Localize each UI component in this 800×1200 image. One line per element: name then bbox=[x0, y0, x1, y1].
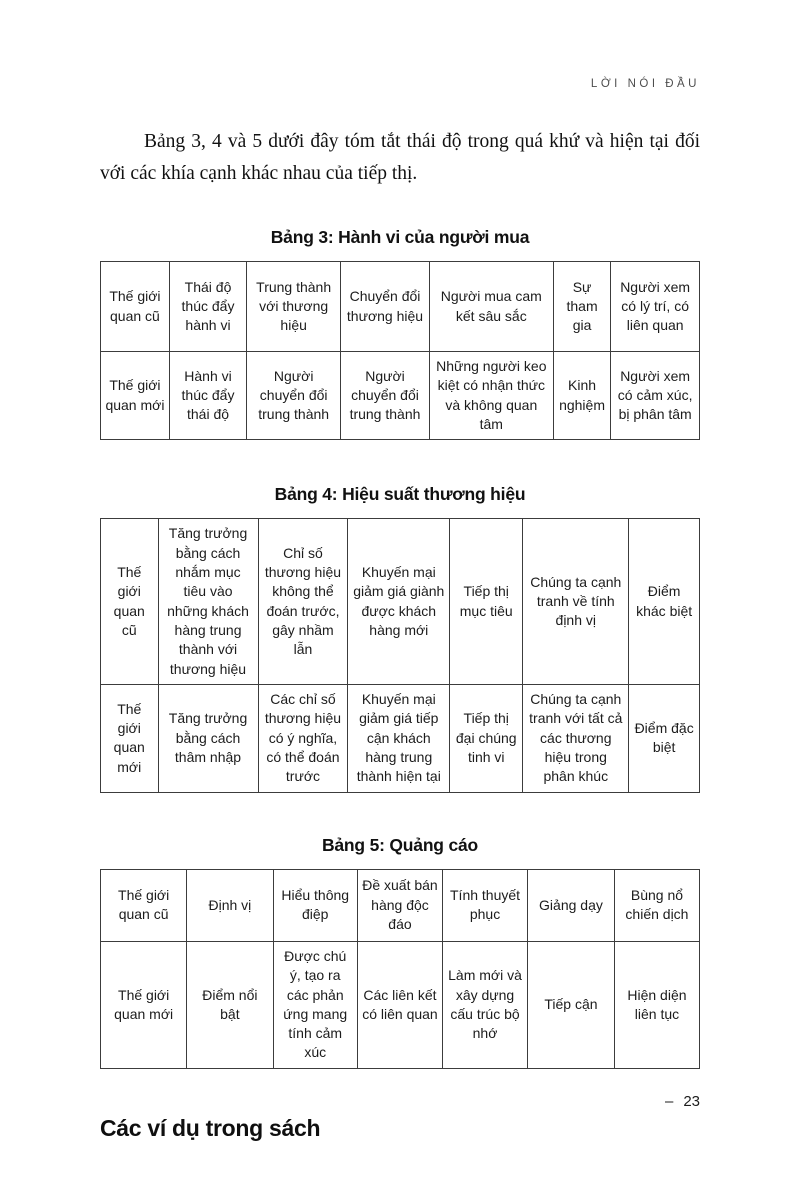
table-cell: Khuyến mại giảm giá tiếp cận khách hàng trung thành hiện tại bbox=[348, 684, 450, 792]
table-cell: Hiểu thông điệp bbox=[273, 869, 357, 941]
page-number: 23 bbox=[683, 1093, 700, 1110]
table-bang-4-brand-performance bbox=[100, 518, 700, 793]
table-cell: Được chú ý, tạo ra các phản ứng mang tính cảm xúc bbox=[273, 941, 357, 1068]
table-cell: Tăng trưởng bằng cách nhắm mục tiêu vào những khách hàng trung thành với thương hiệu bbox=[158, 519, 258, 685]
table-cell: Điểm đặc biệt bbox=[629, 684, 700, 792]
table-cell: Người chuyển đổi trung thành bbox=[247, 352, 341, 440]
table-cell: Tăng trưởng bằng cách thâm nhập bbox=[158, 684, 258, 792]
table-cell: Thế giới quan cũ bbox=[101, 262, 170, 352]
table-row bbox=[101, 519, 700, 685]
table-cell: Đề xuất bán hàng độc đáo bbox=[357, 869, 442, 941]
table-cell: Tính thuyết phục bbox=[443, 869, 528, 941]
table-bang-3-buyer-behavior bbox=[100, 261, 700, 440]
table-cell: Người mua cam kết sâu sắc bbox=[429, 262, 553, 352]
table-cell: Chúng ta cạnh tranh với tất cả các thương hiệu trong phân khúc bbox=[523, 684, 629, 792]
table-cell: Người chuyển đổi trung thành bbox=[341, 352, 430, 440]
table-cell: Giảng dạy bbox=[528, 869, 615, 941]
table-cell: Thế giới quan cũ bbox=[101, 869, 187, 941]
table-cell: Sự tham gia bbox=[553, 262, 611, 352]
table-cell: Điểm khác biệt bbox=[629, 519, 700, 685]
table-cell: Chuyển đổi thương hiệu bbox=[341, 262, 430, 352]
table-cell: Thế giới quan mới bbox=[101, 684, 159, 792]
table-bang-5-advertising bbox=[100, 869, 700, 1069]
table-row bbox=[101, 262, 700, 352]
table-row bbox=[101, 352, 700, 440]
table-row bbox=[101, 869, 700, 941]
table-cell: Các liên kết có liên quan bbox=[357, 941, 442, 1068]
table-row bbox=[101, 684, 700, 792]
table-cell: Hành vi thúc đẩy thái độ bbox=[169, 352, 246, 440]
section-heading: Các ví dụ trong sách bbox=[100, 1114, 321, 1141]
table-cell: Thế giới quan mới bbox=[101, 941, 187, 1068]
table-5-title: Bảng 5: Quảng cáo bbox=[321, 834, 479, 855]
table-cell: Kinh nghiệm bbox=[553, 352, 611, 440]
running-header: LỜI NÓI ĐẦU bbox=[590, 78, 700, 90]
table-cell: Tiếp cận bbox=[528, 941, 615, 1068]
table-cell: Người xem có cảm xúc, bị phân tâm bbox=[611, 352, 700, 440]
table-row bbox=[101, 941, 700, 1068]
table-cell: Tiếp thị mục tiêu bbox=[450, 519, 523, 685]
table-cell: Chỉ số thương hiệu không thể đoán trước, gây nhầm lẫn bbox=[258, 519, 348, 685]
table-4-title: Bảng 4: Hiệu suất thương hiệu bbox=[274, 484, 526, 505]
intro-paragraph: Bảng 3, 4 và 5 dưới đây tóm tắt thái độ trong quá khứ và hiện tại đối với các khía cạnh khác nhau của tiếp thị. bbox=[100, 131, 700, 184]
table-cell: Bùng nổ chiến dịch bbox=[614, 869, 699, 941]
table-cell: Người xem có lý trí, có liên quan bbox=[611, 262, 700, 352]
table-cell: Khuyến mại giảm giá giành được khách hàng mới bbox=[348, 519, 450, 685]
table-cell: Làm mới và xây dựng cấu trúc bộ nhớ bbox=[443, 941, 528, 1068]
table-cell: Hiện diện liên tục bbox=[614, 941, 699, 1068]
table-cell: Chúng ta cạnh tranh về tính định vị bbox=[523, 519, 629, 685]
table-cell: Tiếp thị đại chúng tinh vi bbox=[450, 684, 523, 792]
table-cell: Trung thành với thương hiệu bbox=[247, 262, 341, 352]
page-footer bbox=[665, 1093, 700, 1110]
table-3-title: Bảng 3: Hành vi của người mua bbox=[270, 227, 530, 248]
table-cell: Thái độ thúc đẩy hành vi bbox=[169, 262, 246, 352]
table-cell: Những người keo kiệt có nhận thức và không quan tâm bbox=[429, 352, 553, 440]
table-cell: Định vị bbox=[187, 869, 273, 941]
footer-dash: – bbox=[664, 1093, 674, 1110]
table-cell: Thế giới quan cũ bbox=[101, 519, 159, 685]
table-cell: Điểm nổi bật bbox=[187, 941, 273, 1068]
table-cell: Thế giới quan mới bbox=[101, 352, 170, 440]
table-cell: Các chỉ số thương hiệu có ý nghĩa, có thể đoán trước bbox=[258, 684, 348, 792]
